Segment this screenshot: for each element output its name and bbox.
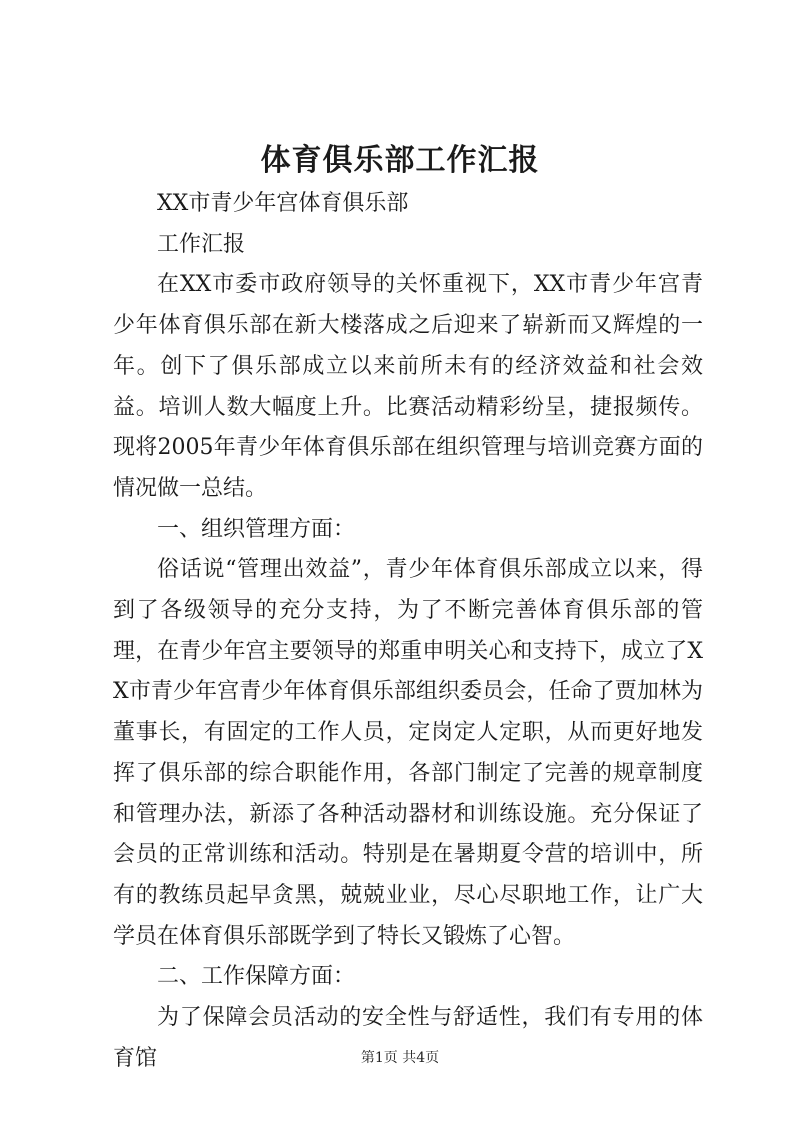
- intro-paragraph: 在XX市委市政府领导的关怀重视下，XX市青少年宫青少年体育俱乐部在新大楼落成之后迎来了崭新而又辉煌的一年。创下了俱乐部成立以来前所未有的经济效益和社会效益。培训人数大幅度上升。比赛活动精彩纷呈，捷报频传。现将2005年青少年体育俱乐部在组织管理与培训竞赛方面的情况做一总结。: [113, 272, 703, 501]
- section-heading-organization: 一、组织管理方面：: [157, 516, 356, 542]
- organization-paragraph: 俗话说“管理出效益”，青少年体育俱乐部成立以来，得到了各级领导的充分支持，为了不断完善体育俱乐部的管理，在青少年宫主要领导的郑重申明关心和支持下，成立了XX市青少年宫青少年体育俱乐部组织委员会，任命了贾加林为董事长，有固定的工作人员，定岗定人定职，从而更好地发挥了俱乐部的综合职能作用，各部门制定了完善的规章制度和管理办法，新添了各种活动器材和训练设施。充分保证了会员的正常训练和活动。特别是在暑期夏令营的培训中，所有的教练员起早贪黑，兢兢业业，尽心尽职地工作，让广大学员在体育俱乐部既学到了特长又锻炼了心智。: [113, 557, 703, 949]
- page-footer: 第1页 共4页: [360, 1050, 440, 1066]
- report-label-line: 工作汇报: [157, 231, 246, 257]
- support-paragraph: 为了保障会员活动的安全性与舒适性，我们有专用的体育馆: [113, 1005, 703, 1071]
- document-body: [113, 184, 703, 1079]
- org-name-line: XX市青少年宫体育俱乐部: [157, 191, 409, 216]
- document-title: 体育俱乐部工作汇报: [260, 143, 540, 178]
- section-heading-support: 二、工作保障方面：: [157, 964, 356, 990]
